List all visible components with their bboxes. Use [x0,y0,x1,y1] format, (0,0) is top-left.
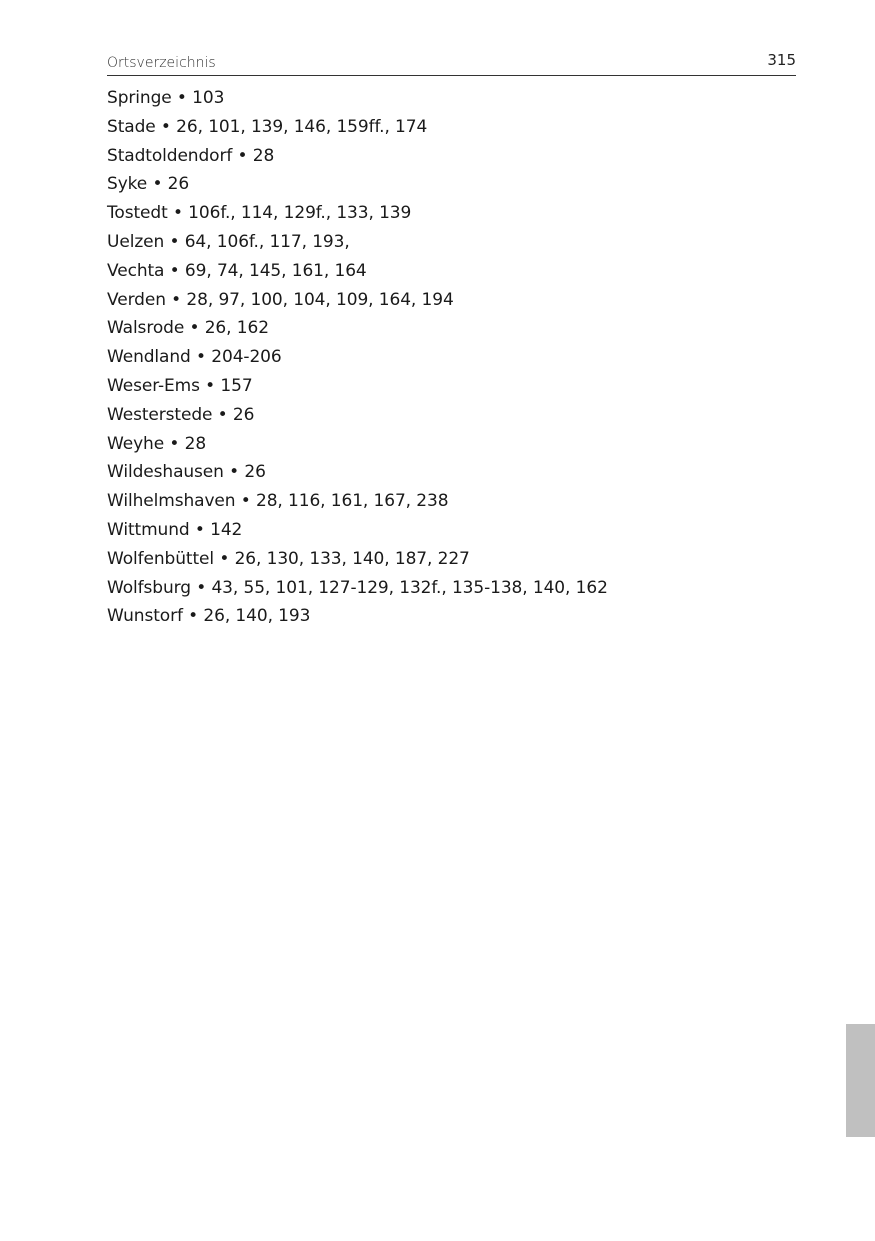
index-entry: Wendland • 204-206 [107,347,282,368]
section-title: Ortsverzeichnis [107,55,216,71]
index-entry: Wittmund • 142 [107,519,243,540]
index-entry: Weyhe • 28 [107,433,207,454]
index-entry: Wolfenbüttel • 26, 130, 133, 140, 187, 227 [107,548,470,569]
index-entry: Wilhelmshaven • 28, 116, 161, 167, 238 [107,491,449,512]
page-number: 315 [767,51,796,69]
index-entry: Uelzen • 64, 106f., 117, 193, [107,231,350,252]
index-entry: Vechta • 69, 74, 145, 161, 164 [107,260,367,281]
index-entry: Westerstede • 26 [107,404,255,425]
index-entry: Weser-Ems • 157 [107,375,253,396]
thumb-index-tab [846,1024,875,1137]
index-entry: Syke • 26 [107,174,190,195]
running-header [107,50,796,76]
index-entry: Springe • 103 [107,88,225,108]
index-entry: Wildeshausen • 26 [107,462,266,483]
index-entry: Wolfsburg • 43, 55, 101, 127-129, 132f., 135-138, 140, 162 [107,577,608,598]
index-entry: Verden • 28, 97, 100, 104, 109, 164, 194 [107,289,454,310]
index-entry: Stadtoldendorf • 28 [107,145,275,166]
index-entry: Wunstorf • 26, 140, 193 [107,606,311,627]
index-entry: Walsrode • 26, 162 [107,318,269,339]
index-entry: Tostedt • 106f., 114, 129f., 133, 139 [107,203,412,224]
place-index-list [107,84,787,631]
index-entry: Stade • 26, 101, 139, 146, 159ff., 174 [107,116,428,137]
